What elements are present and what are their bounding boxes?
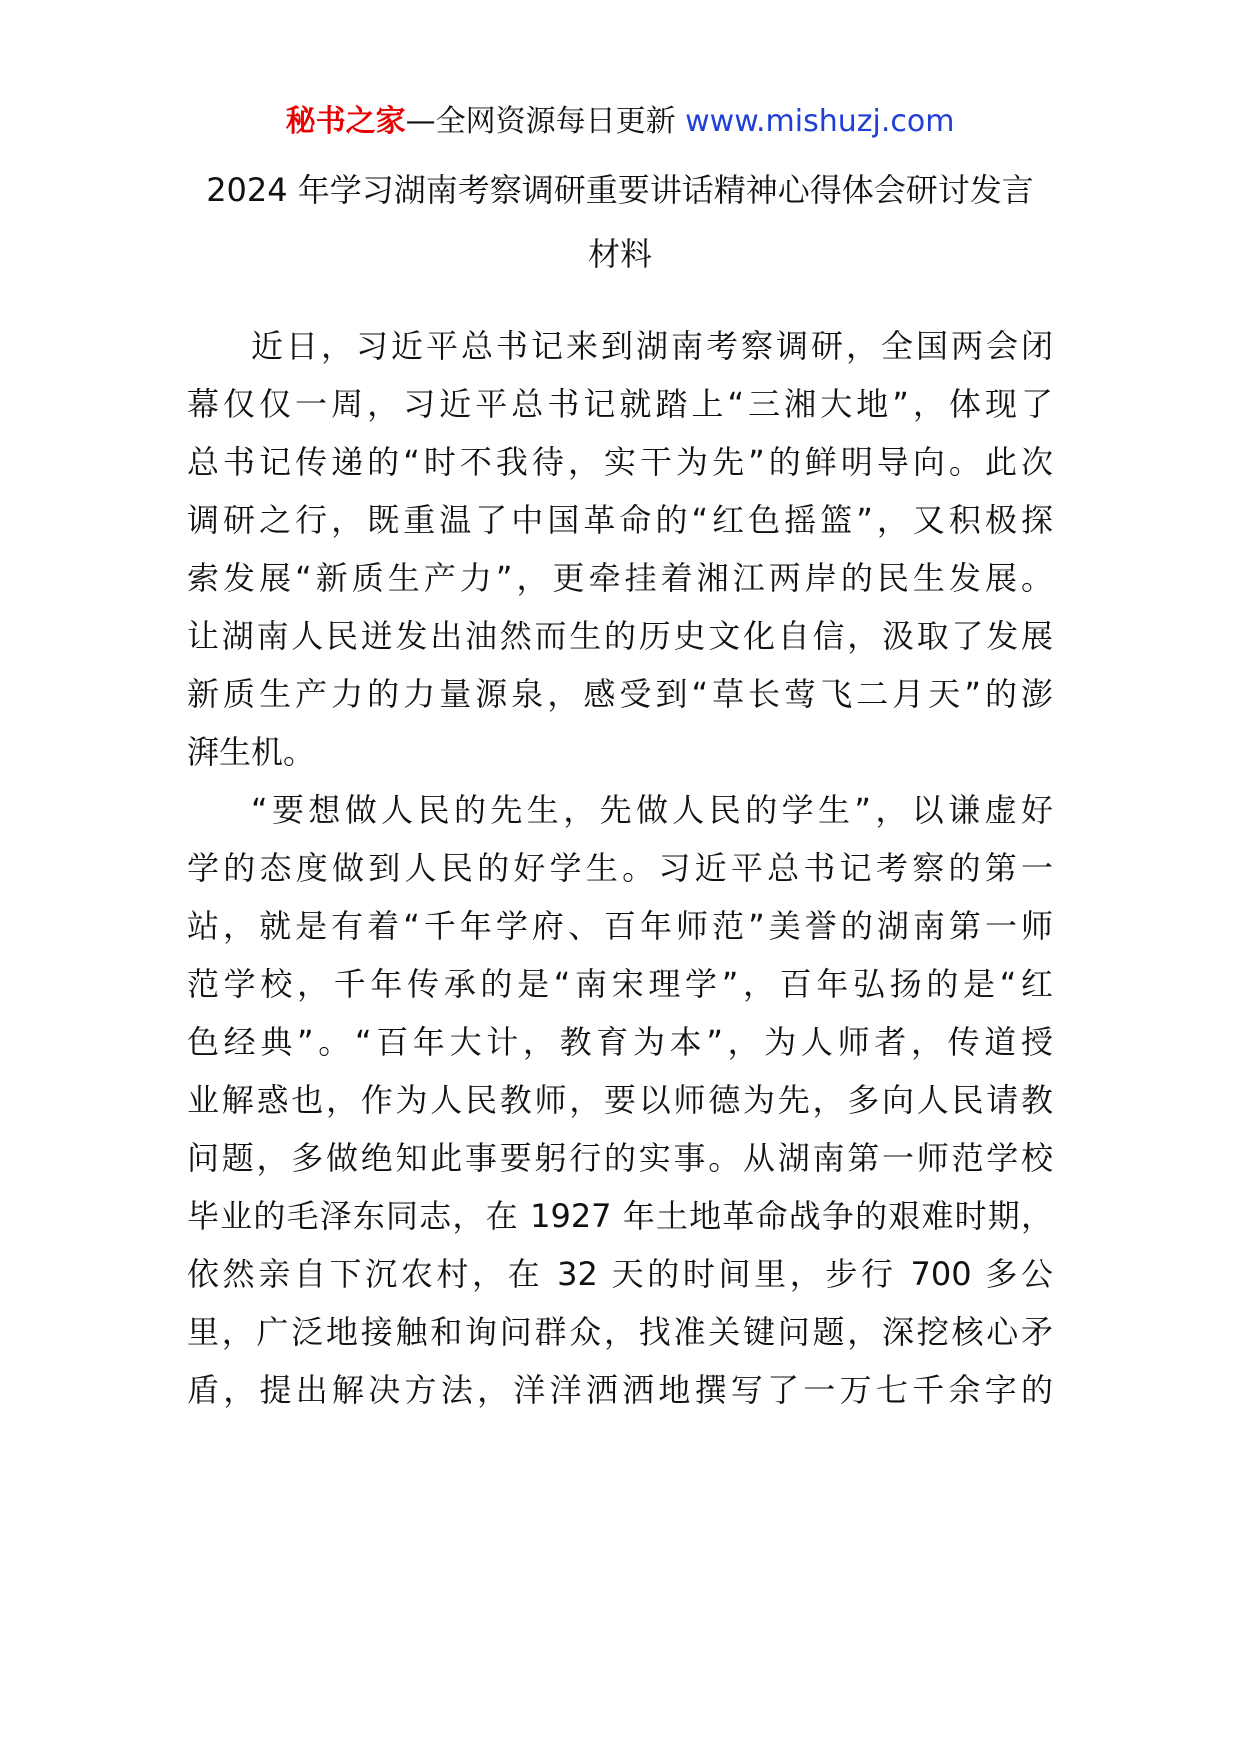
paragraph-1-line-3: 总书记传递的“时不我待，实干为先”的鲜明导向。此次: [187, 443, 1053, 481]
paragraph-1-line-2: 幕仅仅一周，习近平总书记就踏上“三湘大地”，体现了: [187, 385, 1053, 423]
paragraph-1-line-7: 新质生产力的力量源泉，感受到“草长莺飞二月天”的澎: [187, 675, 1053, 713]
paragraph-1-line-4: 调研之行，既重温了中国革命的“红色摇篮”，又积极探: [187, 501, 1053, 539]
paragraph-2-line-8: 毕业的毛泽东同志，在 1927 年土地革命战争的艰难时期，: [187, 1197, 1053, 1235]
paragraph-1-line-8: 湃生机。: [187, 733, 316, 771]
paragraph-2-line-5: 色经典”。“百年大计，教育为本”，为人师者，传道授: [187, 1023, 1053, 1061]
paragraph-2-line-3: 站，就是有着“千年学府、百年师范”美誉的湖南第一师: [187, 907, 1053, 945]
paragraph-2-line-6: 业解惑也，作为人民教师，要以师德为先，多向人民请教: [187, 1081, 1053, 1119]
site-url-link[interactable]: www.mishuzj.com: [685, 104, 955, 139]
paragraph-2-line-1: “要想做人民的先生，先做人民的学生”，以谦虚好: [251, 791, 1053, 829]
paragraph-1-line-5: 索发展“新质生产力”，更牵挂着湘江两岸的民生发展。: [187, 559, 1053, 597]
paragraph-2-line-9: 依然亲自下沉农村，在 32 天的时间里，步行 700 多公: [187, 1255, 1053, 1293]
paragraph-1-line-1: 近日，习近平总书记来到湖南考察调研，全国两会闭: [251, 327, 1053, 365]
document-title-line-2: 材料: [587, 235, 652, 273]
paragraph-2-line-4: 范学校，千年传承的是“南宋理学”，百年弘扬的是“红: [187, 965, 1053, 1003]
header-tagline: —全网资源每日更新: [405, 104, 686, 139]
document-title-line-1: 2024 年学习湖南考察调研重要讲话精神心得体会研讨发言: [206, 171, 1034, 209]
paragraph-2-line-10: 里，广泛地接触和询问群众，找准关键问题，深挖核心矛: [187, 1313, 1053, 1351]
brand-name: 秘书之家: [285, 104, 406, 139]
paragraph-2-line-11: 盾，提出解决方法，洋洋洒洒地撰写了一万七千余字的: [187, 1371, 1053, 1409]
paragraph-1-line-6: 让湖南人民迸发出油然而生的历史文化自信，汲取了发展: [187, 617, 1053, 655]
paragraph-2-line-7: 问题，多做绝知此事要躬行的实事。从湖南第一师范学校: [187, 1139, 1053, 1177]
site-header: [0, 100, 1240, 144]
paragraph-2-line-2: 学的态度做到人民的好学生。习近平总书记考察的第一: [187, 849, 1053, 887]
